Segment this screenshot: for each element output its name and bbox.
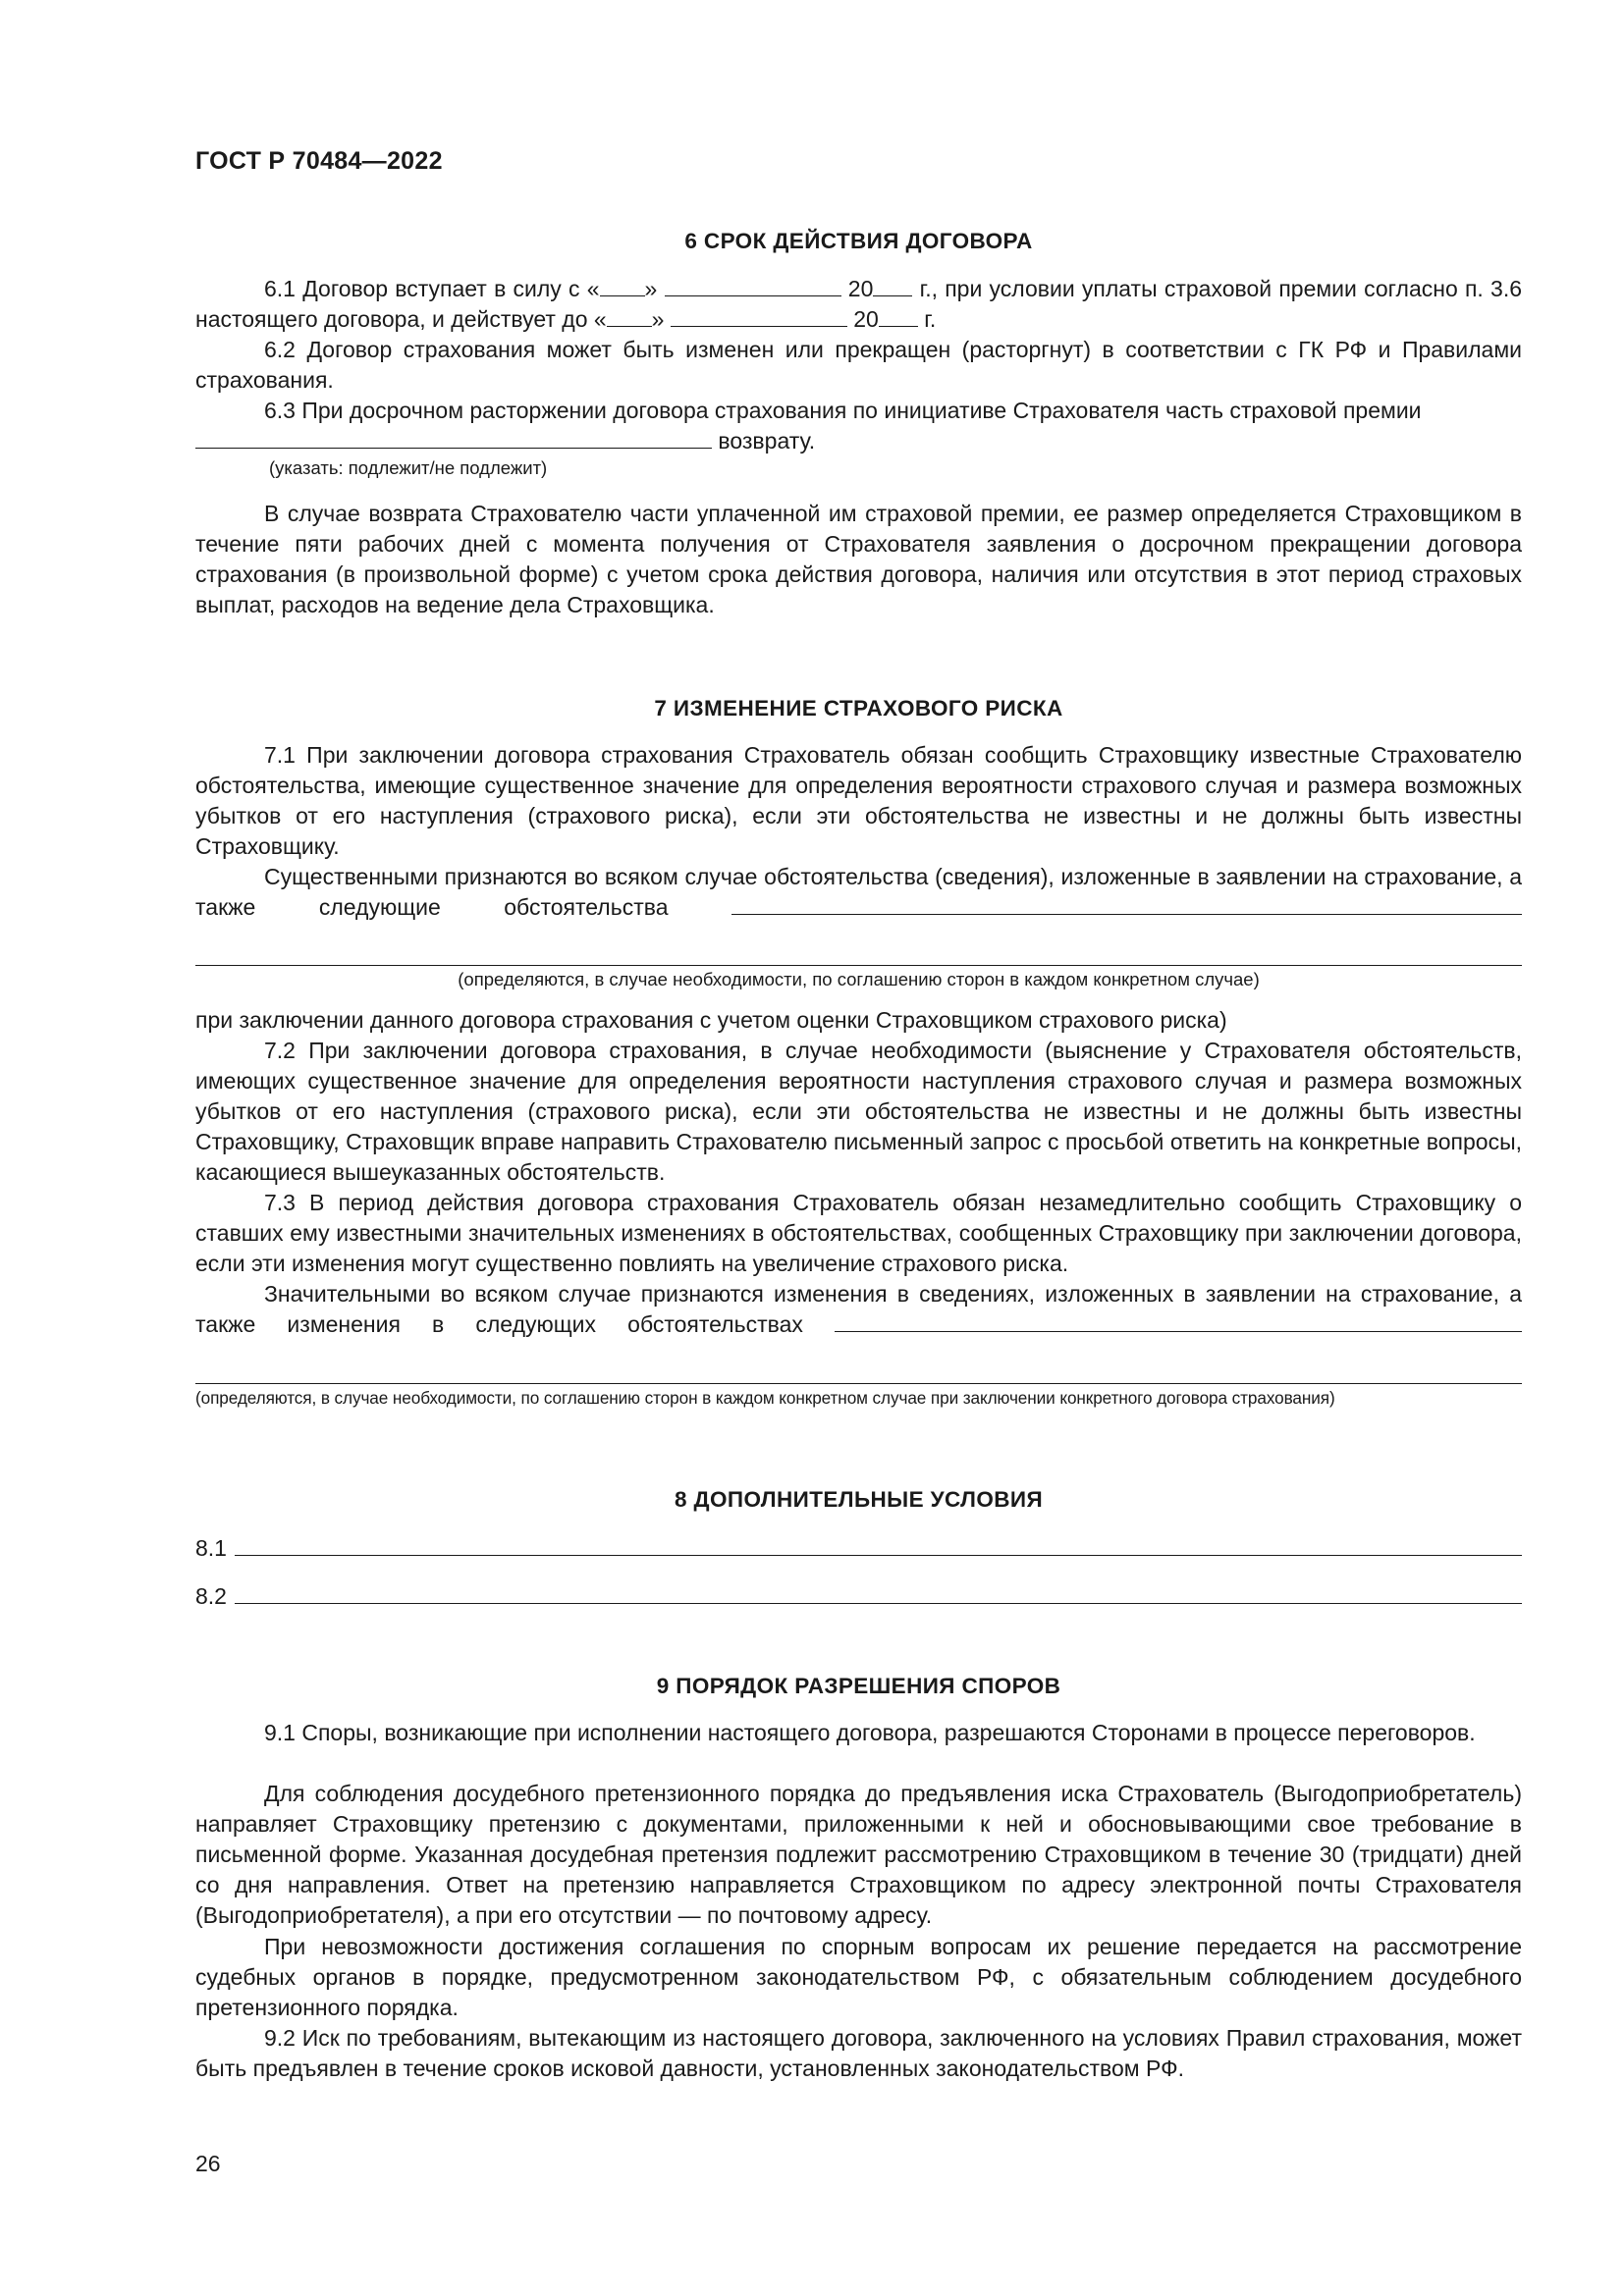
return-status-blank (195, 428, 712, 449)
s6-note: (указать: подлежит/не подлежит) (269, 457, 548, 478)
s7-note-2: (определяются, в случае необходимости, по соглашению сторон в каждом конкретном случае при заключении конкретного договора страхования) (195, 1388, 1335, 1408)
changes-blank-line (195, 1383, 1522, 1384)
s6-paragraph-1: 6.1 Договор вступает в силу с « » 20 г., при условии уплаты страховой премии согласно п. 3.6 настоящего договора, и действует до « » 20 г. (195, 276, 1523, 332)
condition-blank (235, 1583, 1522, 1604)
s6-paragraph-4: В случае возврата Страхователю части уплаченной им страховой премии, ее размер определяется Страховщиком в течение пяти рабочих дней с момента получения от Страхователя заявления о досрочном прекращении договора страхования (в произвольной форме) с учетом срока действия договора, наличия или отсутствия в этот период страховых выплат, расходов на ведение дела Страховщика. (195, 501, 1522, 617)
s9-paragraph-1: 9.1 Споры, возникающие при исполнении настоящего договора, разрешаются Сторонами в процессе переговоров. (264, 1720, 1476, 1745)
standard-designation: ГОСТ Р 70484—2022 (195, 147, 443, 175)
year-blank (873, 276, 912, 296)
additional-condition-8-2: 8.2 (195, 1581, 1522, 1612)
s7-note-1: (определяются, в случае необходимости, по соглашению сторон в каждом конкретном случае) (458, 969, 1260, 989)
s9-paragraph-4: 9.2 Иск по требованиям, вытекающим из настоящего договора, заключенного на условиях Правил страхования, может быть предъявлен в течение сроков исковой давности, установленных законодательством РФ. (195, 2025, 1522, 2081)
section-7-title: 7 ИЗМЕНЕНИЕ СТРАХОВОГО РИСКА (654, 696, 1063, 721)
day-blank (600, 276, 645, 296)
s7-paragraph-5: 7.3 В период действия договора страхования Страхователь обязан незамедлительно сообщить Страховщику о ставших ему известными значительных изменениях в обстоятельствах, сообщенных Страховщику при заключении договора, если эти изменения могут существенно повлиять на увеличение страхового риска. (195, 1190, 1522, 1276)
s9-paragraph-3: При невозможности достижения соглашения по спорным вопросам их решение передается на рассмотрение судебных органов в порядке, предусмотренном законодательством РФ, с обязательным соблюдением досудебного претензионного порядка. (195, 1934, 1522, 2020)
s7-paragraph-3: при заключении данного договора страхования с учетом оценки Страховщиком страхового риска) (195, 1007, 1227, 1033)
month-blank (665, 276, 841, 296)
changes-blank (835, 1311, 1522, 1332)
s7-paragraph-2: Существенными признаются во всяком случае обстоятельства (сведения), изложенные в заявлении на страхование, а также следующие обстоятельства (195, 864, 1522, 920)
section-9-title: 9 ПОРЯДОК РАЗРЕШЕНИЯ СПОРОВ (656, 1674, 1061, 1698)
s7-paragraph-6: Значительными во всяком случае признаются изменения в сведениях, изложенных в заявлении на страхование, а также изменения в следующих обстоятельствах (195, 1281, 1522, 1337)
section-8-title: 8 ДОПОЛНИТЕЛЬНЫЕ УСЛОВИЯ (674, 1487, 1044, 1512)
day-blank (607, 306, 652, 327)
circumstances-blank (731, 894, 1522, 915)
s7-paragraph-1: 7.1 При заключении договора страхования Страхователь обязан сообщить Страховщику известные Страхователю обстоятельства, имеющие существенное значение для определения вероятности страхового случая и размера возможных убытков от его наступления (страхового риска), если эти обстоятельства не известны и не должны быть известны Страховщику. (195, 742, 1522, 859)
page-number: 26 (195, 2151, 221, 2176)
s6-paragraph-2: 6.2 Договор страхования может быть изменен или прекращен (расторгнут) в соответствии с ГК РФ и Правилами страхования. (195, 337, 1522, 393)
s7-paragraph-4: 7.2 При заключении договора страхования, в случае необходимости (выяснение у Страхователя обстоятельств, имеющих существенное значение для определения вероятности наступления страхового случая и размера возможных убытков от его наступления (страхового риска), если эти обстоятельства не известны и не должны быть известны Страховщику, Страховщик вправе направить Страхователю письменный запрос с просьбой ответить на конкретные вопросы, касающиеся вышеуказанных обстоятельств. (195, 1038, 1522, 1185)
s9-paragraph-2: Для соблюдения досудебного претензионного порядка до предъявления иска Страхователь (Выгодоприобретатель) направляет Страховщику претензию с документами, приложенными к ней и обосновывающими свое требование в письменной форме. Указанная досудебная претензия подлежит рассмотрению Страховщиком в течение 30 (тридцати) дней со дня направления. Ответ на претензию направляется Страховщиком по адресу электронной почты Страхователя (Выгодоприобретателя), а при его отсутствии — по почтовому адресу. (195, 1781, 1522, 1928)
condition-blank (235, 1535, 1522, 1556)
s6-paragraph-3: 6.3 При досрочном расторжении договора страхования по инициативе Страхователя часть страховой премии (264, 398, 1422, 423)
additional-condition-8-1: 8.1 (195, 1533, 1522, 1564)
circumstances-blank-line (195, 965, 1522, 966)
s6-paragraph-3-blank-line: возврату. (195, 426, 1522, 456)
year-blank (879, 306, 918, 327)
month-blank (671, 306, 847, 327)
section-6-title: 6 СРОК ДЕЙСТВИЯ ДОГОВОРА (684, 229, 1033, 253)
